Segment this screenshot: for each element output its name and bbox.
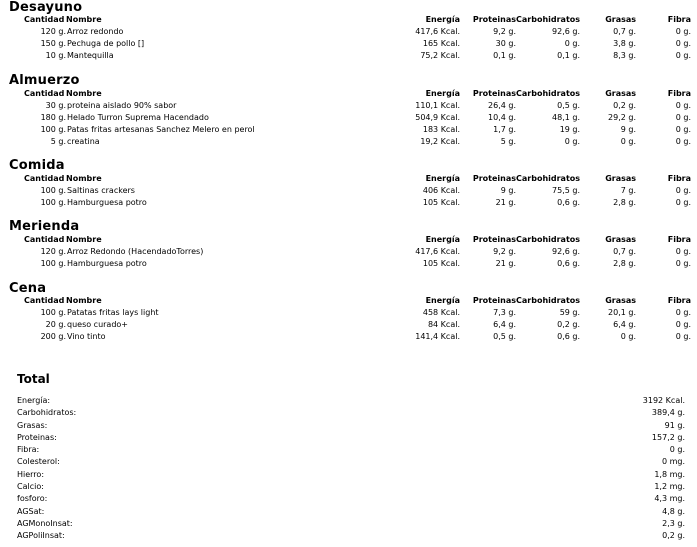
table-header-row: [0, 234, 691, 246]
cell-qty: 20 g.: [45, 320, 66, 329]
cell-energy: 165 Kcal.: [422, 39, 460, 48]
table-row: [0, 136, 691, 148]
cell-energy: 141,4 Kcal.: [415, 332, 460, 341]
cell-fat: 0,2 g.: [613, 101, 637, 110]
cell-qty: 100 g.: [40, 198, 66, 207]
totals-value: 0 g.: [669, 445, 685, 455]
totals-value: 91 g.: [664, 420, 685, 430]
cell-fiber: 0 g.: [675, 320, 692, 329]
cell-name: Arroz redondo: [67, 27, 124, 36]
cell-qty: 200 g.: [40, 332, 66, 341]
cell-protein: 6,4 g.: [493, 320, 516, 329]
cell-fiber: 0 g.: [675, 137, 692, 146]
cell-carbs: 59 g.: [559, 308, 581, 317]
cell-energy: 183 Kcal.: [422, 125, 460, 134]
meal-title: Merienda: [9, 219, 80, 234]
header-fat: Grasas: [605, 235, 637, 244]
header-name: Nombre: [66, 174, 102, 183]
cell-fat: 3,8 g.: [613, 39, 637, 48]
table-row: [0, 26, 691, 38]
cell-qty: 120 g.: [40, 247, 66, 256]
cell-qty: 150 g.: [40, 39, 66, 48]
cell-fat: 9 g.: [620, 125, 637, 134]
totals-row: [17, 493, 685, 505]
table-row: [0, 38, 691, 50]
cell-qty: 30 g.: [45, 101, 66, 110]
totals-label: AGMonoInsat:: [17, 518, 73, 528]
header-fat: Grasas: [605, 174, 637, 183]
cell-energy: 110,1 Kcal.: [415, 101, 460, 110]
cell-name: Hamburguesa potro: [67, 259, 147, 268]
table-header-row: [0, 295, 691, 307]
cell-carbs: 0,1 g.: [557, 51, 581, 60]
cell-fat: 2,8 g.: [613, 198, 637, 207]
cell-energy: 75,2 Kcal.: [420, 51, 460, 60]
cell-protein: 9 g.: [500, 186, 516, 195]
table-row: [0, 246, 691, 258]
header-carbs: Carbohidratos: [516, 89, 581, 98]
header-name: Nombre: [66, 15, 102, 24]
table-row: [0, 112, 691, 124]
cell-protein: 5 g.: [500, 137, 516, 146]
header-energy: Energía: [425, 174, 460, 183]
cell-fat: 0 g.: [620, 137, 637, 146]
cell-energy: 504,9 Kcal.: [415, 113, 460, 122]
totals-label: Colesterol:: [17, 457, 60, 467]
cell-energy: 19,2 Kcal.: [420, 137, 460, 146]
totals-row: [17, 420, 685, 432]
totals-label: Calcio:: [17, 482, 44, 492]
header-fiber: Fibra: [667, 296, 692, 305]
cell-name: Patas fritas artesanas Sanchez Melero en perol: [67, 125, 255, 134]
totals-row: [17, 444, 685, 456]
header-carbs: Carbohidratos: [516, 296, 581, 305]
header-name: Nombre: [66, 89, 102, 98]
cell-name: Mantequilla: [67, 51, 114, 60]
meal-title: Desayuno: [9, 0, 83, 15]
cell-fiber: 0 g.: [675, 308, 692, 317]
totals-value: 157,2 g.: [651, 432, 685, 442]
cell-fat: 8,3 g.: [613, 51, 637, 60]
cell-name: Hamburguesa potro: [67, 198, 147, 207]
meal-table: [0, 88, 691, 148]
header-qty: Cantidad: [24, 174, 65, 183]
cell-energy: 458 Kcal.: [422, 308, 460, 317]
table-row: [0, 331, 691, 343]
header-protein: Proteinas: [472, 15, 516, 24]
totals-value: 4,8 g.: [662, 506, 685, 516]
cell-fiber: 0 g.: [675, 27, 692, 36]
header-carbs: Carbohidratos: [516, 235, 581, 244]
table-row: [0, 319, 691, 331]
meal-title: Almuerzo: [9, 73, 80, 88]
header-fiber: Fibra: [667, 235, 692, 244]
cell-carbs: 0 g.: [564, 137, 581, 146]
totals-table: [17, 395, 685, 543]
cell-protein: 1,7 g.: [493, 125, 516, 134]
cell-fat: 0,7 g.: [613, 27, 637, 36]
cell-carbs: 0,6 g.: [557, 198, 581, 207]
header-fiber: Fibra: [667, 174, 692, 183]
cell-fiber: 0 g.: [675, 198, 692, 207]
totals-row: [17, 530, 685, 542]
cell-energy: 84 Kcal.: [427, 320, 460, 329]
meal-title: Comida: [9, 158, 65, 173]
totals-row: [17, 506, 685, 518]
cell-protein: 7,3 g.: [493, 308, 516, 317]
cell-energy: 417,6 Kcal.: [415, 27, 460, 36]
table-row: [0, 100, 691, 112]
cell-protein: 10,4 g.: [488, 113, 516, 122]
header-qty: Cantidad: [24, 296, 65, 305]
cell-fiber: 0 g.: [675, 125, 692, 134]
cell-fiber: 0 g.: [675, 113, 692, 122]
header-carbs: Carbohidratos: [516, 174, 581, 183]
totals-row: [17, 432, 685, 444]
cell-fiber: 0 g.: [675, 259, 692, 268]
header-fat: Grasas: [605, 15, 637, 24]
header-energy: Energía: [425, 296, 460, 305]
cell-name: creatina: [67, 137, 100, 146]
cell-protein: 0,5 g.: [493, 332, 516, 341]
cell-fat: 7 g.: [620, 186, 637, 195]
cell-qty: 100 g.: [40, 125, 66, 134]
table-header-row: [0, 173, 691, 185]
header-fat: Grasas: [605, 296, 637, 305]
cell-carbs: 0,2 g.: [557, 320, 581, 329]
table-row: [0, 307, 691, 319]
header-fiber: Fibra: [667, 89, 692, 98]
meal-table: [0, 234, 691, 270]
table-row: [0, 258, 691, 270]
meal-title: Cena: [9, 281, 47, 296]
header-fiber: Fibra: [667, 15, 692, 24]
totals-value: 0,2 g.: [662, 531, 685, 541]
cell-name: proteina aislado 90% sabor: [67, 101, 177, 110]
cell-name: Patatas fritas lays light: [67, 308, 159, 317]
totals-row: [17, 518, 685, 530]
totals-row: [17, 407, 685, 419]
header-qty: Cantidad: [24, 89, 65, 98]
cell-energy: 406 Kcal.: [422, 186, 460, 195]
header-protein: Proteinas: [472, 235, 516, 244]
cell-protein: 26,4 g.: [488, 101, 516, 110]
table-header-row: [0, 14, 691, 26]
table-header-row: [0, 88, 691, 100]
cell-name: Vino tinto: [67, 332, 106, 341]
totals-value: 3192 Kcal.: [642, 396, 685, 405]
totals-row: [17, 456, 685, 468]
totals-label: AGPoliInsat:: [17, 531, 65, 541]
cell-fat: 0 g.: [620, 332, 637, 341]
cell-name: Saltinas crackers: [67, 186, 135, 195]
header-energy: Energía: [425, 15, 460, 24]
totals-value: 389,4 g.: [651, 408, 685, 418]
cell-protein: 0,1 g.: [493, 51, 516, 60]
header-name: Nombre: [66, 235, 102, 244]
cell-carbs: 0,5 g.: [557, 101, 581, 110]
cell-carbs: 0,6 g.: [557, 259, 581, 268]
totals-label: Carbohidratos:: [17, 408, 77, 418]
header-qty: Cantidad: [24, 235, 65, 244]
totals-label: fosforo:: [17, 494, 48, 504]
cell-protein: 21 g.: [495, 198, 516, 207]
totals-row: [17, 481, 685, 493]
cell-qty: 100 g.: [40, 186, 66, 195]
header-carbs: Carbohidratos: [516, 15, 581, 24]
totals-label: Hierro:: [17, 469, 45, 479]
cell-qty: 5 g.: [50, 137, 66, 146]
cell-name: Helado Turron Suprema Hacendado: [67, 113, 209, 122]
totals-value: 4,3 mg.: [654, 494, 685, 504]
cell-fiber: 0 g.: [675, 39, 692, 48]
totals-label: Proteinas:: [17, 432, 57, 442]
cell-protein: 9,2 g.: [493, 247, 516, 256]
cell-carbs: 48,1 g.: [552, 113, 581, 122]
totals-label: AGSat:: [17, 506, 45, 516]
cell-fiber: 0 g.: [675, 101, 692, 110]
cell-fat: 2,8 g.: [613, 259, 637, 268]
cell-qty: 100 g.: [40, 259, 66, 268]
cell-qty: 120 g.: [40, 27, 66, 36]
cell-carbs: 92,6 g.: [552, 247, 581, 256]
totals-label: Energía:: [17, 396, 51, 405]
header-protein: Proteinas: [472, 174, 516, 183]
header-qty: Cantidad: [24, 15, 65, 24]
table-row: [0, 197, 691, 209]
cell-qty: 10 g.: [45, 51, 66, 60]
meal-table: [0, 295, 691, 343]
cell-name: queso curado+: [67, 320, 129, 329]
totals-value: 1,8 mg.: [654, 469, 685, 479]
table-row: [0, 185, 691, 197]
totals-value: 0 mg.: [661, 457, 685, 467]
header-energy: Energía: [425, 89, 460, 98]
cell-fat: 20,1 g.: [608, 308, 637, 317]
totals-value: 1,2 mg.: [654, 482, 685, 492]
header-name: Nombre: [66, 296, 102, 305]
meal-table: [0, 14, 691, 62]
totals-value: 2,3 g.: [662, 518, 685, 528]
cell-fiber: 0 g.: [675, 186, 692, 195]
cell-energy: 105 Kcal.: [422, 259, 460, 268]
cell-fat: 29,2 g.: [608, 113, 637, 122]
totals-row: [17, 469, 685, 481]
header-fat: Grasas: [605, 89, 637, 98]
cell-carbs: 92,6 g.: [552, 27, 581, 36]
cell-fat: 0,7 g.: [613, 247, 637, 256]
cell-fat: 6,4 g.: [613, 320, 637, 329]
cell-carbs: 0,6 g.: [557, 332, 581, 341]
cell-protein: 9,2 g.: [493, 27, 516, 36]
table-row: [0, 50, 691, 62]
totals-label: Grasas:: [17, 420, 48, 430]
totals-title: Total: [17, 372, 50, 386]
cell-carbs: 19 g.: [559, 125, 581, 134]
cell-qty: 180 g.: [40, 113, 66, 122]
cell-name: Arroz Redondo (HacendadoTorres): [67, 247, 204, 256]
header-protein: Proteinas: [472, 89, 516, 98]
cell-carbs: 0 g.: [564, 39, 581, 48]
cell-energy: 417,6 Kcal.: [415, 247, 460, 256]
totals-row: [17, 395, 685, 407]
cell-fiber: 0 g.: [675, 247, 692, 256]
cell-fiber: 0 g.: [675, 51, 692, 60]
cell-carbs: 75,5 g.: [552, 186, 581, 195]
header-energy: Energía: [425, 235, 460, 244]
table-row: [0, 124, 691, 136]
cell-name: Pechuga de pollo []: [67, 39, 145, 48]
cell-fiber: 0 g.: [675, 332, 692, 341]
totals-label: Fibra:: [17, 445, 40, 455]
cell-qty: 100 g.: [40, 308, 66, 317]
meal-table: [0, 173, 691, 209]
cell-protein: 21 g.: [495, 259, 516, 268]
cell-energy: 105 Kcal.: [422, 198, 460, 207]
cell-protein: 30 g.: [495, 39, 516, 48]
header-protein: Proteinas: [472, 296, 516, 305]
